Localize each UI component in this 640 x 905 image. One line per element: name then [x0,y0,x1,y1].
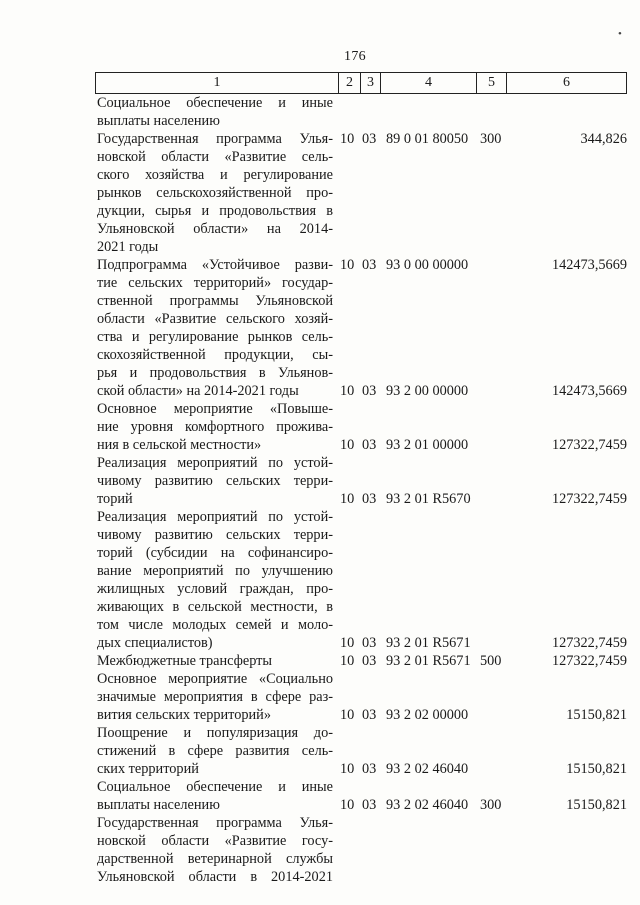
col-target-article: 93 2 02 00000 [386,707,469,723]
row-description: Социальное обеспечение и иные [97,95,333,111]
row-description: 2021 годы [97,239,159,255]
col-target-article: 93 0 00 00000 [386,257,469,273]
row-description: новской области «Развитие сель- [97,149,333,165]
table-row [97,868,627,886]
row-description: торий (субсидии на софинансиро- [97,545,333,561]
col-section: 10 [340,131,355,147]
table-row [97,796,627,814]
table-row [97,94,627,112]
row-description: ского хозяйства и регулирование [97,167,333,183]
row-description: выплаты населению [97,113,220,129]
table-row [97,310,627,328]
table-row [97,328,627,346]
row-description: Ульяновской области» на 2014- [97,221,333,237]
col-target-article: 93 2 01 R5671 [386,653,471,669]
table-header [95,72,627,94]
row-description: торий [97,491,133,507]
col-target-article: 93 2 01 00000 [386,437,469,453]
col-target-article: 93 2 02 46040 [386,797,469,813]
row-description: Государственная программа Улья- [97,815,333,831]
row-description: Реализация мероприятий по устой- [97,455,333,471]
col-expense-type: 300 [480,797,502,813]
header-col-4: 4 [381,73,477,93]
row-description: Межбюджетные трансферты [97,653,273,669]
header-col-1: 1 [96,73,339,93]
table-row [97,256,627,274]
table-row [97,850,627,868]
col-subsection: 03 [362,383,377,399]
row-description: Социальное обеспечение и иные [97,779,333,795]
row-description: ственной программы Ульяновской [97,293,333,309]
row-description: ния в сельской местности» [97,437,262,453]
table-row [97,598,627,616]
table-row [97,634,627,652]
col-amount: 15150,821 [566,761,627,777]
col-target-article: 93 2 00 00000 [386,383,469,399]
col-section: 10 [340,635,355,651]
col-target-article: 93 2 01 R5670 [386,491,471,507]
row-description: тие сельских территорий» государ- [97,275,333,291]
header-col-5: 5 [477,73,507,93]
col-amount: 142473,5669 [551,383,627,399]
row-description: выплаты населению [97,797,220,813]
table-row [97,526,627,544]
table-row [97,454,627,472]
row-description: области «Развитие сельского хозяй- [97,311,333,327]
row-description: чивому развитию сельских терри- [97,473,333,489]
row-description: Государственная программа Улья- [97,131,333,147]
col-target-article: 93 2 02 46040 [386,761,469,777]
col-subsection: 03 [362,437,377,453]
col-section: 10 [340,653,355,669]
table-row [97,706,627,724]
table-row [97,760,627,778]
table-row [97,292,627,310]
col-amount: 15150,821 [566,707,627,723]
col-section: 10 [340,257,355,273]
scan-mark: • [618,28,622,40]
table-row [97,184,627,202]
row-description: Основное мероприятие «Социально [97,671,333,687]
table-row [97,418,627,436]
row-description: Основное мероприятие «Повыше- [97,401,333,417]
header-col-2: 2 [339,73,361,93]
col-amount: 142473,5669 [551,257,627,273]
table-row [97,742,627,760]
col-target-article: 89 0 01 80050 [386,131,469,147]
col-section: 10 [340,491,355,507]
table-row [97,382,627,400]
col-amount: 127322,7459 [551,653,627,669]
table-row [97,688,627,706]
row-description: чивому развитию сельских терри- [97,527,333,543]
table-row [97,562,627,580]
table-row [97,364,627,382]
table-row [97,832,627,850]
table-row [97,724,627,742]
row-description: ства и регулирование рынков сель- [97,329,333,345]
table-row [97,580,627,598]
table-row [97,166,627,184]
col-expense-type: 300 [480,131,502,147]
row-description: том числе молодых семей и моло- [97,617,333,633]
col-section: 10 [340,437,355,453]
row-description: жилищных условий граждан, про- [97,581,333,597]
col-subsection: 03 [362,707,377,723]
row-description: скохозяйственной продукции, сы- [97,347,333,363]
table-body [97,94,627,886]
row-description: новской области «Развитие госу- [97,833,333,849]
col-amount: 127322,7459 [551,437,627,453]
row-description: Ульяновской области в 2014-2021 [97,869,333,885]
row-description: Поощрение и популяризация до- [97,725,333,741]
table-row [97,814,627,832]
col-subsection: 03 [362,761,377,777]
table-row [97,652,627,670]
col-section: 10 [340,797,355,813]
table-row [97,220,627,238]
row-description: ние уровня комфортного прожива- [97,419,333,435]
table-row [97,346,627,364]
row-description: ской области» на 2014-2021 годы [97,383,299,399]
row-description: рынков сельскохозяйственной про- [97,185,333,201]
row-description: Подпрограмма «Устойчивое разви- [97,257,333,273]
col-subsection: 03 [362,797,377,813]
col-amount: 127322,7459 [551,491,627,507]
page-number: 176 [344,49,366,64]
table-row [97,436,627,454]
row-description: стижений в сфере развития сель- [97,743,333,759]
table-row [97,544,627,562]
table-row [97,508,627,526]
row-description: дых специалистов) [97,635,213,651]
row-description: значимые мероприятия в сфере раз- [97,689,333,705]
col-section: 10 [340,761,355,777]
table-row [97,670,627,688]
table-row [97,472,627,490]
col-amount: 15150,821 [566,797,627,813]
col-amount: 344,826 [580,131,627,147]
col-section: 10 [340,383,355,399]
row-description: дарственной ветеринарной службы [97,851,333,867]
col-subsection: 03 [362,635,377,651]
col-subsection: 03 [362,653,377,669]
header-col-6: 6 [563,75,570,90]
col-expense-type: 500 [480,653,502,669]
col-subsection: 03 [362,131,377,147]
table-row [97,778,627,796]
table-row [97,400,627,418]
table-row [97,202,627,220]
header-col-3: 3 [361,73,381,93]
col-subsection: 03 [362,491,377,507]
table-row [97,130,627,148]
row-description: рья и продовольствия в Ульянов- [97,365,333,381]
table-row [97,112,627,130]
row-description: вание мероприятий по улучшению [97,563,333,579]
row-description: вития сельских территорий» [97,707,271,723]
table-row [97,274,627,292]
col-target-article: 93 2 01 R5671 [386,635,471,651]
col-amount: 127322,7459 [551,635,627,651]
row-description: дукции, сырья и продовольствия в [97,203,333,219]
table-row [97,490,627,508]
table-row [97,148,627,166]
table-row [97,616,627,634]
row-description: ских территорий [97,761,199,777]
table-row [97,238,627,256]
col-subsection: 03 [362,257,377,273]
row-description: Реализация мероприятий по устой- [97,509,333,525]
col-section: 10 [340,707,355,723]
row-description: живающих в сельской местности, в [97,599,333,615]
